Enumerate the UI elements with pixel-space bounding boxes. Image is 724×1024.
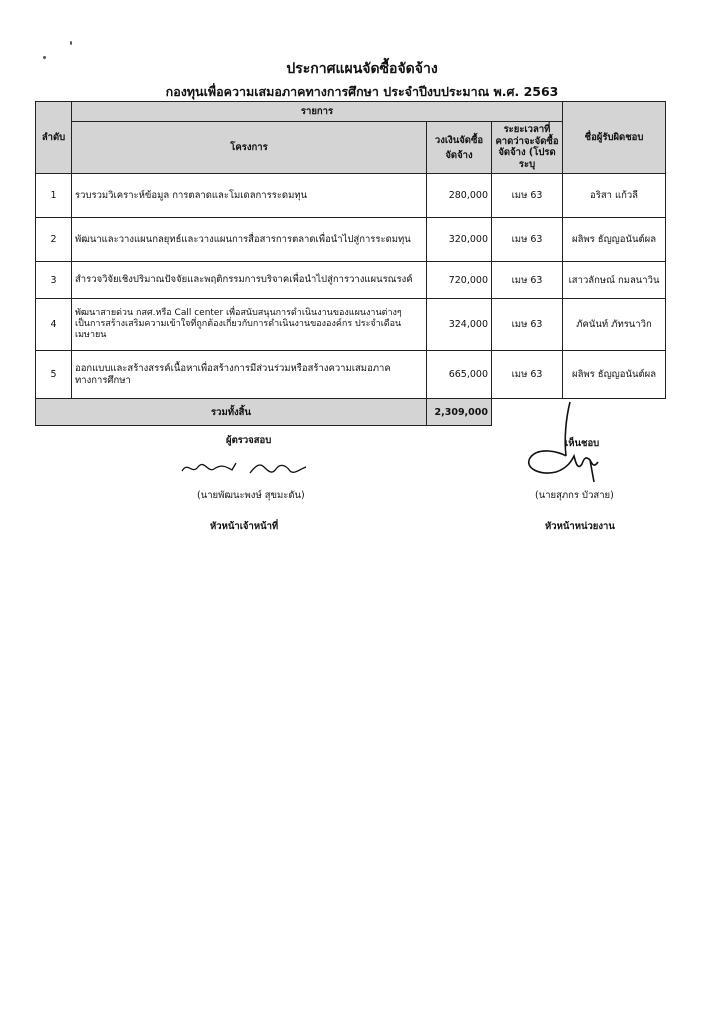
header-items-group: รายการ <box>72 102 563 122</box>
procurement-table <box>35 101 666 426</box>
table-row <box>36 262 666 299</box>
document-title: ประกาศแผนจัดซื้อจัดจ้าง <box>286 61 438 77</box>
right-signer-position: หัวหน้าหน่วยงาน <box>545 521 615 532</box>
row-time: เมษ 63 <box>492 351 563 399</box>
row-number: 1 <box>36 174 72 218</box>
left-role-top: ผู้ตรวจสอบ <box>226 435 272 446</box>
table-row <box>36 174 666 218</box>
header-budget: วงเงินจัดซื้อจัดจ้าง <box>427 122 492 174</box>
row-number: 2 <box>36 218 72 262</box>
row-responsible: ผลิพร ธัญญอนันต์ผล <box>563 218 666 262</box>
table-row <box>36 351 666 399</box>
row-responsible: ภัคนันท์ ภัทรนาวิก <box>563 299 666 351</box>
total-label: รวมทั้งสิ้น <box>36 399 427 426</box>
row-number: 5 <box>36 351 72 399</box>
row-project: รวบรวมวิเคราะห์ข้อมูล การตลาดและโมเดลการระดมทุน <box>72 174 427 218</box>
header-row <box>36 102 666 122</box>
row-amount: 320,000 <box>427 218 492 262</box>
header-responsible: ชื่อผู้รับผิดชอบ <box>563 102 666 174</box>
row-project: พัฒนาสายด่วน กสศ.หรือ Call center เพื่อสนับสนุนการดำเนินงานของแผนงานต่างๆ เป็นการสร้างเสริมความเข้าใจที่ถูกต้องเกี่ยวกับการดำเนินงานขององค์กร ประจำเดือน เมษายน <box>72 299 427 351</box>
row-amount: 280,000 <box>427 174 492 218</box>
right-signer-name: (นายสุภกร บัวสาย) <box>535 490 614 501</box>
row-responsible: เสาวลักษณ์ กมลนาวิน <box>563 262 666 299</box>
row-number: 4 <box>36 299 72 351</box>
row-number: 3 <box>36 262 72 299</box>
header-no: ลำดับ <box>36 102 72 174</box>
row-responsible: ผลิพร ธัญญอนันต์ผล <box>563 351 666 399</box>
row-project: ออกแบบและสร้างสรรค์เนื้อหาเพื่อสร้างการมีส่วนร่วมหรือสร้างความเสมอภาคทางการศึกษา <box>72 351 427 399</box>
right-role-top: เห็นชอบ <box>565 438 600 449</box>
row-amount: 665,000 <box>427 351 492 399</box>
row-time: เมษ 63 <box>492 174 563 218</box>
row-time: เมษ 63 <box>492 299 563 351</box>
row-amount: 324,000 <box>427 299 492 351</box>
total-amount: 2,309,000 <box>427 399 492 426</box>
row-time: เมษ 63 <box>492 218 563 262</box>
left-signer-name: (นายพัฒนะพงษ์ สุขมะดัน) <box>197 490 305 501</box>
row-project: สำรวจวิจัยเชิงปริมาณปัจจัยและพฤติกรรมการบริจาคเพื่อนำไปสู่การวางแผนรณรงค์ <box>72 262 427 299</box>
scan-speck <box>70 41 72 45</box>
header-timeframe: ระยะเวลาที่คาดว่าจะจัดซื้อจัดจ้าง (โปรดระบุ <box>495 124 559 170</box>
right-signature-image <box>520 398 610 488</box>
document-subtitle: กองทุนเพื่อความเสมอภาคทางการศึกษา ประจำปีงบประมาณ พ.ศ. 2563 <box>165 84 559 99</box>
header-project: โครงการ <box>72 122 427 174</box>
row-time: เมษ 63 <box>492 262 563 299</box>
left-signer-position: หัวหน้าเจ้าหน้าที่ <box>210 521 279 532</box>
table-row <box>36 299 666 351</box>
row-project: พัฒนาและวางแผนกลยุทธ์และวางแผนการสื่อสารการตลาดเพื่อนำไปสู่การระดมทุน <box>72 218 427 262</box>
row-responsible: อริสา แก้วลี <box>563 174 666 218</box>
row-amount: 720,000 <box>427 262 492 299</box>
table-row <box>36 218 666 262</box>
left-signature-image <box>180 455 320 479</box>
